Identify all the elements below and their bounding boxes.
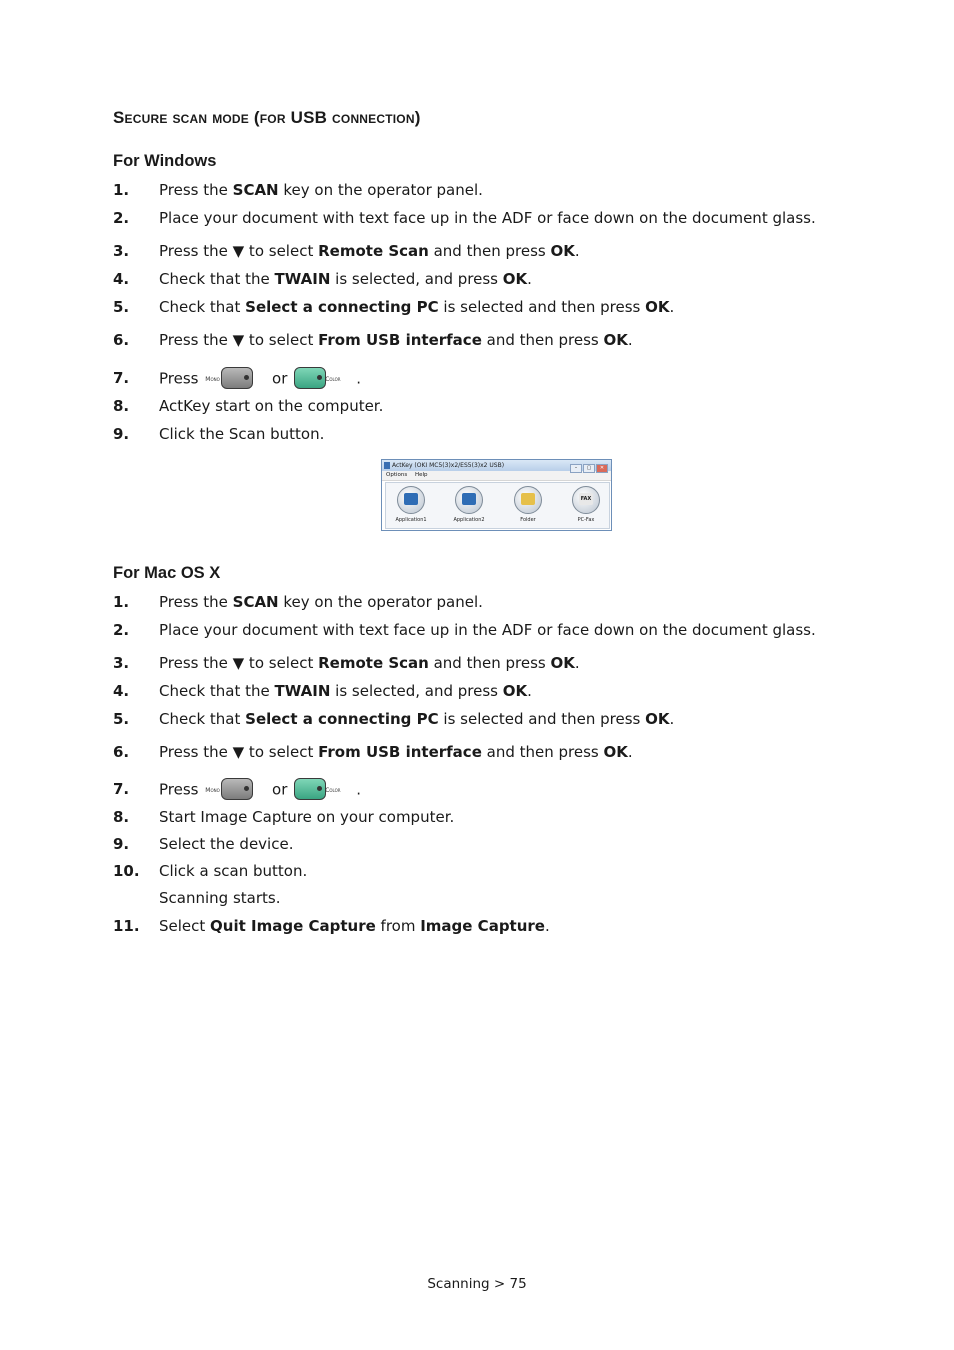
step-fragment: Check that the [159,270,275,288]
list-item [0,741,954,763]
actkey-titlebar [382,460,611,471]
list-item [0,591,954,613]
step-fragment: Select [159,917,211,935]
list-item [0,806,954,828]
step-fragment: or [272,780,288,799]
application1-button[interactable]: Application1 [386,486,436,523]
bold-term: SCAN [232,181,279,199]
list-item [0,207,954,229]
list-item [0,708,954,730]
app-icon [384,462,390,469]
list-item [0,367,954,389]
step-number: 9. [113,835,130,853]
step-fragment: . [544,917,550,935]
bold-term: Quit Image Capture [210,917,376,935]
folder-icon [521,493,535,505]
section-heading: Secure scan mode (for USB connection) [113,108,421,127]
step-fragment: . [527,682,532,700]
step-text: Click a scan button. [159,862,308,880]
bold-term: Remote Scan [318,654,429,672]
bold-term: TWAIN [274,270,331,288]
step-text [159,741,633,763]
step-fragment: key on the operator panel. [278,181,483,199]
bold-term: From USB interface [318,331,482,349]
list-item [0,268,954,290]
step-number: 2. [113,209,130,227]
bold-term: OK [502,270,528,288]
list-item [0,395,954,417]
step-number: 2. [113,621,130,639]
step-text [159,268,532,290]
color-key-icon: Color [294,778,354,802]
actkey-button-panel [385,482,610,529]
bold-term: From USB interface [318,743,482,761]
step-fragment: Check that the [159,682,275,700]
step-number: 5. [113,710,130,728]
list-item [0,833,954,855]
step-number: 3. [113,654,130,672]
step-fragment: Press the ▼ to select [159,743,319,761]
list-item [0,860,954,882]
step-number: 5. [113,298,130,316]
mono-key-icon: Mono [205,367,265,391]
menu-help[interactable]: Help [414,472,428,478]
pc-fax-button[interactable]: FAX PC-Fax [561,486,611,523]
step-fragment: . [669,710,675,728]
step-fragment: and then press [428,242,551,260]
step-fragment: . [627,743,633,761]
step-number: 7. [113,369,130,387]
step-number: 8. [113,397,130,415]
step-fragment: . [527,270,532,288]
list-item [0,179,954,201]
step-text: Place your document with text face up in the ADF or face down on the document glass. [159,621,816,639]
bold-term: SCAN [232,593,279,611]
list-item [0,296,954,318]
step-number: 6. [113,743,130,761]
step-text [159,240,580,262]
step-fragment: is selected, and press [330,270,503,288]
step-fragment: key on the operator panel. [278,593,483,611]
list-item [0,652,954,674]
bold-term: OK [502,682,528,700]
bold-term: Select a connecting PC [245,710,439,728]
step-number: 7. [113,780,130,798]
step-number: 6. [113,331,130,349]
step-fragment: is selected and then press [438,710,646,728]
step-fragment: and then press [428,654,551,672]
step-fragment: or [272,369,288,388]
bold-term: OK [603,743,628,761]
step-fragment: Press the ▼ to select [159,242,319,260]
mono-key-icon: Mono [205,778,265,802]
step-number: 4. [113,682,130,700]
step-text [159,591,483,613]
step-fragment: is selected and then press [438,298,646,316]
actkey-window [381,459,612,531]
scan-to-application-icon [404,493,418,505]
step-number: 1. [113,593,130,611]
step-fragment: . [574,654,580,672]
bold-term: OK [645,710,670,728]
maximize-icon[interactable]: ▢ [583,464,595,473]
step-fragment: Press [159,369,199,388]
bold-term: Select a connecting PC [245,298,439,316]
step-text [159,296,674,318]
scan-to-application-icon [462,493,476,505]
bold-term: OK [603,331,628,349]
step-number: 1. [113,181,130,199]
step-fragment: Press the ▼ to select [159,654,319,672]
list-item [0,423,954,445]
step-fragment: . [574,242,580,260]
step-fragment: Press the ▼ to select [159,331,319,349]
step-number: 11. [113,917,140,935]
step-fragment: Check that [159,710,246,728]
step-text: Place your document with text face up in the ADF or face down on the document glass. [159,209,816,227]
step-fragment: Press the [159,181,233,199]
actkey-title: ActKey (OKI MC5(3)x2/ES5(3)x2 USB) [392,462,505,469]
step-number: 8. [113,808,130,826]
list-item [0,778,954,800]
list-item [0,240,954,262]
bold-term: TWAIN [274,682,331,700]
step-text [159,778,361,802]
step-text [159,179,483,201]
step-text [159,329,633,351]
step-text [159,708,674,730]
step-text: Start Image Capture on your computer. [159,808,455,826]
list-item [0,619,954,641]
bold-term: OK [550,242,575,260]
step-text: ActKey start on the computer. [159,397,384,415]
step-text: Click the Scan button. [159,425,325,443]
step-fragment: . [627,331,633,349]
step-fragment: Press the [159,593,233,611]
page-footer: Scanning > 75 [427,1276,527,1292]
step-number: 3. [113,242,130,260]
step-text: Select the device. [159,835,294,853]
menu-options[interactable]: Options [386,472,408,478]
step-number: 4. [113,270,130,288]
step-text [159,680,532,702]
close-icon[interactable]: ✕ [596,464,608,473]
bold-term: OK [645,298,670,316]
mac-subheading: For Mac OS X [113,564,221,582]
step-fragment: is selected, and press [330,682,503,700]
windows-subheading: For Windows [113,152,217,170]
bold-term: Remote Scan [318,242,429,260]
bold-term: OK [550,654,575,672]
step-fragment: Check that [159,298,246,316]
step-fragment: from [375,917,421,935]
folder-button[interactable]: Folder [503,486,553,523]
step-fragment: . [669,298,675,316]
step-fragment: . [356,369,361,388]
step-number: 10. [113,862,140,880]
step-fragment: and then press [481,743,604,761]
step-text [159,367,361,391]
minimize-icon[interactable]: – [570,464,582,473]
list-item [0,329,954,351]
step-fragment: and then press [481,331,604,349]
step-text: Scanning starts. [159,889,281,907]
list-item [0,887,954,909]
step-fragment: Press [159,780,199,799]
step-text [159,915,550,937]
fax-icon: FAX [579,493,593,505]
bold-term: Image Capture [420,917,545,935]
step-fragment: . [356,780,361,799]
list-item [0,915,954,937]
application2-button[interactable]: Application2 [444,486,494,523]
step-number: 9. [113,425,130,443]
step-text [159,652,580,674]
list-item [0,680,954,702]
color-key-icon: Color [294,367,354,391]
